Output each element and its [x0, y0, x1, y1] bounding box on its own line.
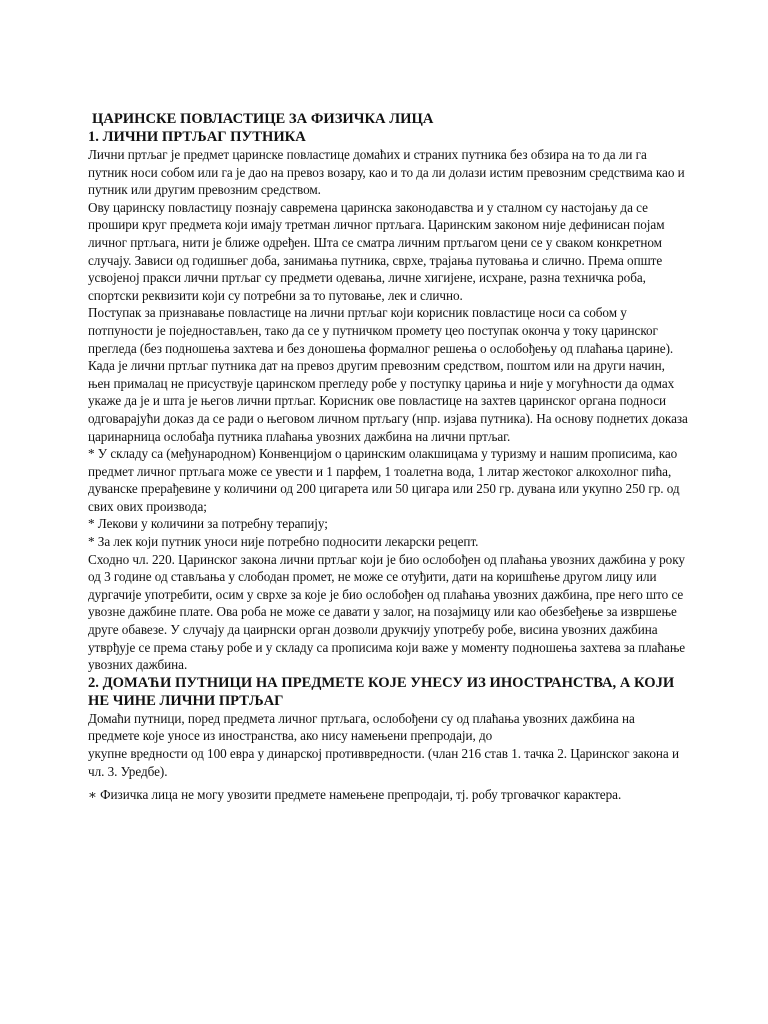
section-1-bullet-3: * За лек који путник уноси није потребно подносити лекарски рецепт.: [88, 534, 479, 550]
section-2-heading: 2. ДОМАЋИ ПУТНИЦИ НА ПРЕДМЕТЕ КОЈЕ УНЕСУ ИЗ ИНОСТРАНСТВА, А КОЈИ НЕ ЧИНЕ ЛИЧНИ ПРТЉАГ: [88, 674, 675, 709]
document-page: [88, 110, 688, 804]
asterisk-bullet-icon: ∗: [88, 787, 97, 803]
section-1-heading: 1. ЛИЧНИ ПРТЉАГ ПУТНИКА: [88, 129, 306, 145]
section-1-paragraph-2: Ову царинску повластицу познају савремена царинска законодавства и у сталном су настојању да се прошири круг предмета који имају третман личног пртљага. Царинским законом није дефинисан појам личног пртљага, нити је ближе одређен. Шта се сматра личним пртљагом цени се у сваком конкретном случају. Зависи од годишњег доба, занимања путника, сврхе, трајања путовања и слично. Према опште усвојеној пракси лични пртљаг су предмети одевања, личне хигијене, исхране, разна техничка роба, спортски реквизити који су потребни за то путовање, лек и слично.: [88, 199, 665, 303]
section-1-paragraph-5: Сходно чл. 220. Царинског закона лични пртљаг који је био ослобођен од плаћања увозних дажбина у року од 3 године од стављања у слободан промет, не може се отуђити, дати на коришћење другом лицу или дургачије употребити, осим у сврхе за које је био ослобођен од плаћања увозних дажбина, пре него што се увозне дажбине плате. Ова роба не може се давати у залог, на позајмицу или као обезбеђење за извршење друге обавезе. У случају да цаирнски орган дозволи друкчију употребу робе, висина увозних дажбина утврђује се према стању робе и у складу са прописима који важе у моменту подношења захтева за плаћање увозних дажбина.: [88, 551, 686, 673]
section-2-bullet-text: Физичка лица не могу увозити предмете намењене препродаји, тј. робу трговачког карактера.: [100, 787, 622, 803]
section-1-paragraph-1: Лични пртљаг је предмет царинске повластице домаћих и страних путника без обзира на то да ли га путник носи собом или га је дао на превоз возару, као и то да ли долази истим превозним средствима као и путник или другим превозним средством.: [88, 147, 685, 198]
section-1-paragraph-4: Када је лични пртљаг путника дат на превоз другим превозним средством, поштом или на други начин, њен прималац не присуствује царинском прегледу робе у поступку цариња и није у могућности да одмах укаже да је и шта је његов лични пртљаг. Корисник ове повластице на захтев царинског органа подноси одговарајући доказ да се ради о његовом личном пртљагу (нпр. изјава путника). На основу поднетих доказа царинарница ослобађа путника плаћања увозних дажбина на лични пртљаг.: [88, 358, 688, 444]
section-1-paragraph-3: Поступак за признавање повластице на лични пртљаг који корисник повластице носи са собом у потпуности је поједностављен, тако да се у путничком промету цео поступак оконча у току царинског прегледа (без подношења захтева и без доношења формалног решења о ослобођењу од плаћања царине).: [88, 305, 674, 356]
section-1-bullet-2: * Лекови у количини за потребну терапију;: [88, 516, 328, 532]
section-2-paragraph-1b: укупне вредности од 100 евра у динарској противвредности. (члан 216 став 1. тачка 2. Царинског закона и чл. 3. Уредбе).: [88, 746, 679, 779]
section-1-bullet-1: * У складу са (међународном) Конвенцијом о царинским олакшицама у туризму и нашим прописима, као предмет личног пртљага може се увести и 1 парфем, 1 тоалетна вода, 1 литар жестоког алкохолног пића, дуванске прерађевине у количини од 200 цигарета или 50 цигара или 250 гр. дувана или укупно 250 гр. од свих ових производа;: [88, 446, 680, 514]
section-2-paragraph-1a: Домаћи путници, поред предмета личног пртљага, ослобођени су од плаћања увозних дажбина на предмете које уносе из иностранства, ако нису намењени препродаји, до: [88, 710, 635, 744]
section-2-bullet: [88, 786, 688, 804]
document-title: ЦАРИНСКЕ ПОВЛАСТИЦЕ ЗА ФИЗИЧКА ЛИЦА: [92, 111, 434, 127]
